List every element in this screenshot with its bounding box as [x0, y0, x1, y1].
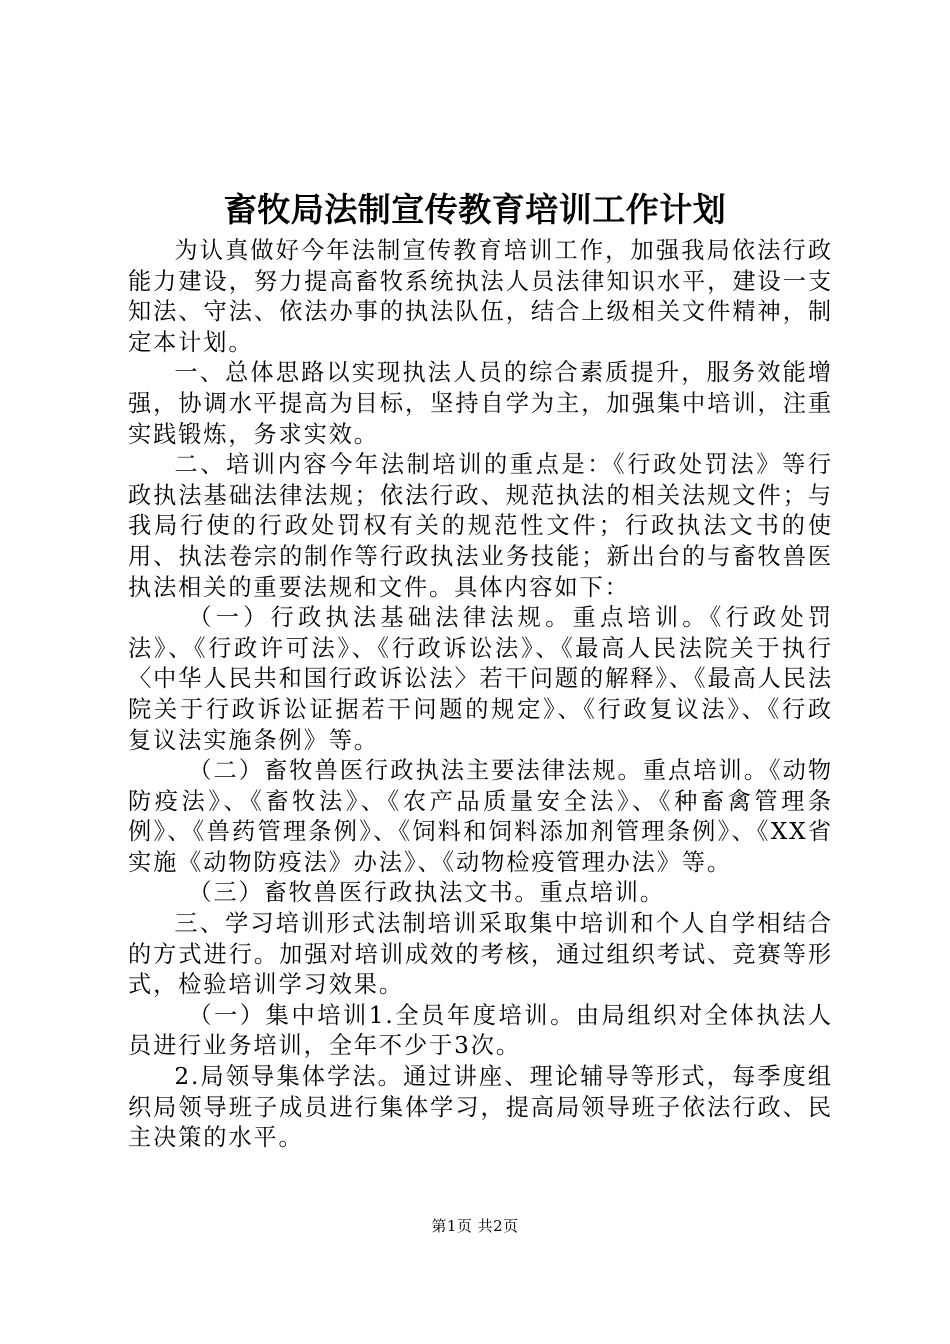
- paragraph-centralized-training: （一）集中培训1.全员年度培训。由局组织对全体执法人员进行业务培训，全年不少于3次。: [128, 1001, 833, 1060]
- document-title: 畜牧局法制宣传教育培训工作计划: [223, 190, 727, 229]
- paragraph-leadership-study: 2.局领导集体学法。通过讲座、理论辅导等形式，每季度组织局领导班子成员进行集体学习，提高局领导班子依法行政、民主决策的水平。: [128, 1063, 833, 1152]
- paragraph-basic-laws: （一）行政执法基础法律法规。重点培训。《行政处罚法》、《行政许可法》、《行政诉讼法》、《最高人民法院关于执行〈中华人民共和国行政诉讼法〉若干问题的解释》、《最高人民法院关于行政诉讼证据若干问题的规定》、《行政复议法》、《行政复议法实施条例》等。: [128, 604, 833, 754]
- paragraph-intro: 为认真做好今年法制宣传教育培训工作，加强我局依法行政能力建设，努力提高畜牧系统执法人员法律知识水平，建设一支知法、守法、依法办事的执法队伍，结合上级相关文件精神，制定本计划。: [128, 237, 833, 356]
- paragraph-enforcement-documents: （三）畜牧兽医行政执法文书。重点培训。: [188, 879, 665, 907]
- paragraph-overall-approach: 一、总体思路以实现执法人员的综合素质提升，服务效能增强，协调水平提高为目标，坚持自学为主，加强集中培训，注重实践锻炼，务求实效。: [128, 359, 833, 448]
- paragraph-training-format: 三、学习培训形式法制培训采取集中培训和个人自学相结合的方式进行。加强对培训成效的考核，通过组织考试、竞赛等形式，检验培训学习效果。: [128, 910, 833, 999]
- paragraph-training-content: 二、培训内容今年法制培训的重点是：《行政处罚法》等行政执法基础法律法规；依法行政、规范执法的相关法规文件；与我局行使的行政处罚权有关的规范性文件；行政执法文书的使用、执法卷宗的制作等行政执法业务技能；新出台的与畜牧兽医执法相关的重要法规和文件。具体内容如下：: [128, 451, 833, 601]
- page-footer: 第1页 共2页: [431, 1217, 519, 1235]
- document-body: [128, 236, 833, 1154]
- paragraph-livestock-laws: （二）畜牧兽医行政执法主要法律法规。重点培训。《动物防疫法》、《畜牧法》、《农产品质量安全法》、《种畜禽管理条例》、《兽药管理条例》、《饲料和饲料添加剂管理条例》、《XX省实施《动物防疫法》办法》、《动物检疫管理办法》等。: [128, 757, 833, 876]
